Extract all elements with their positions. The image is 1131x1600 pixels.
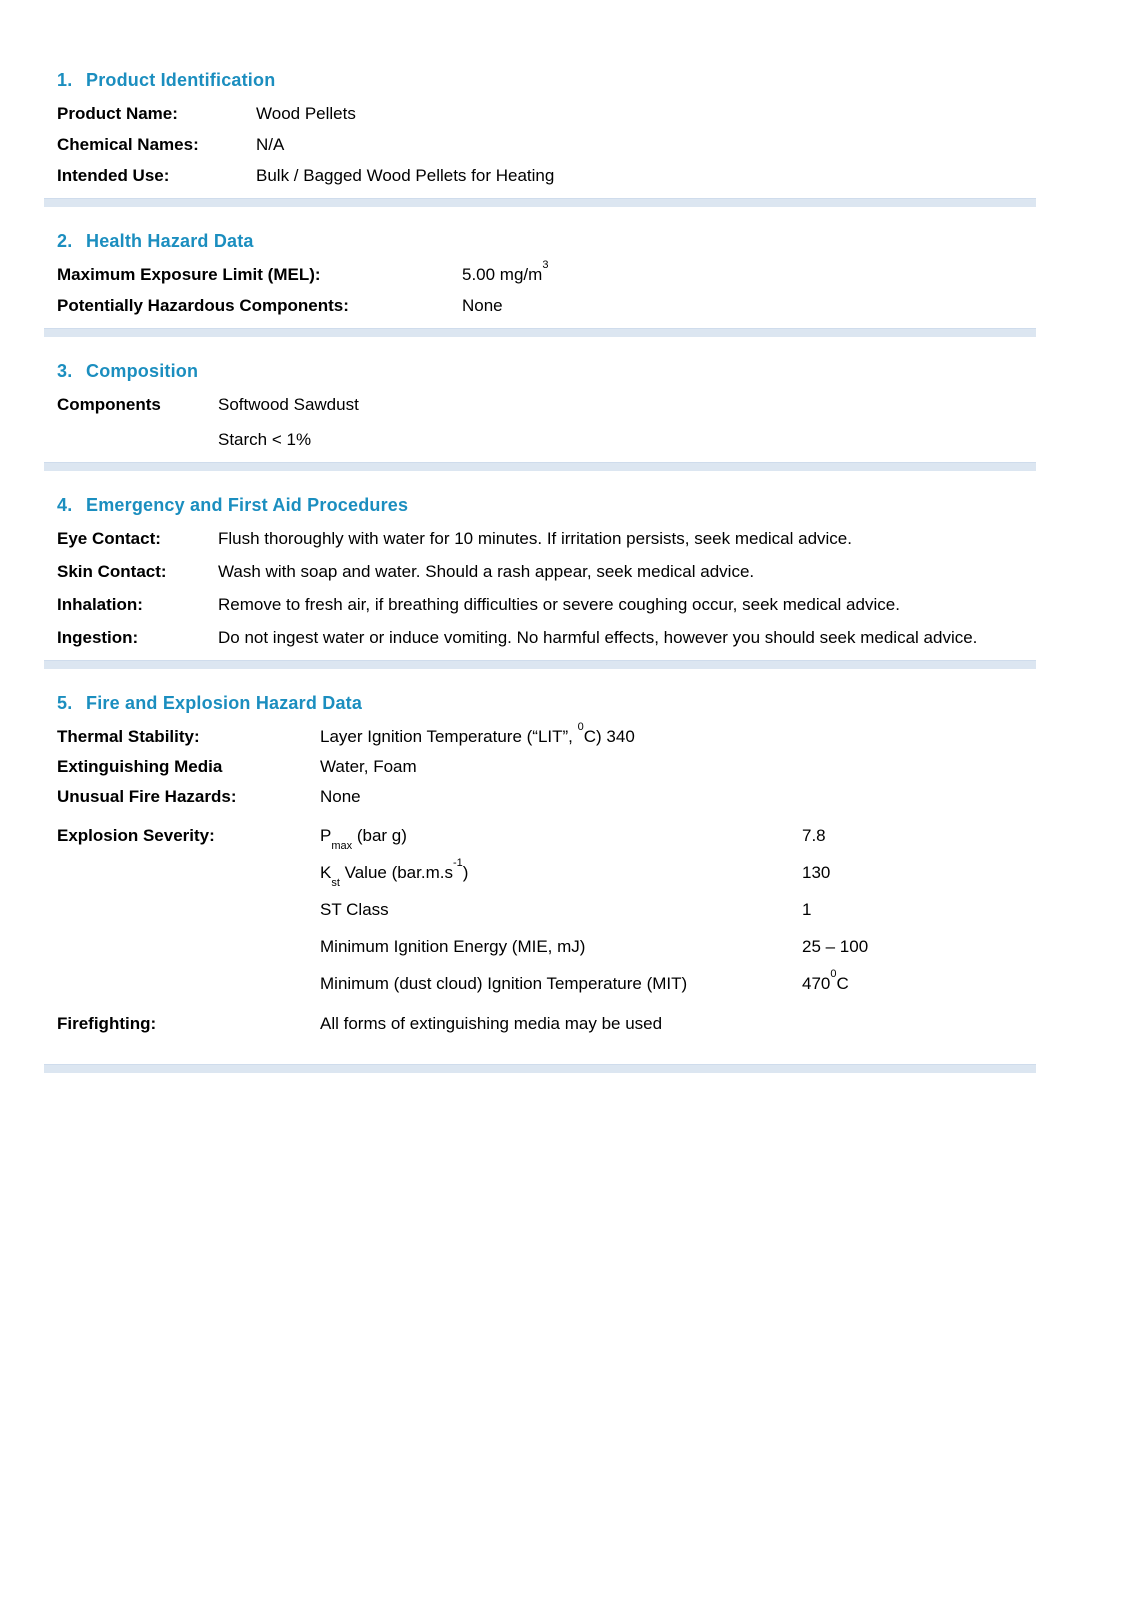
explosion-parameter xyxy=(320,857,802,889)
section-title: Emergency and First Aid Procedures xyxy=(86,495,409,515)
field-row-components-2 xyxy=(57,429,1131,450)
field-value: Starch < 1% xyxy=(218,430,312,449)
section-number: 2. xyxy=(57,231,73,251)
field-value: Flush thoroughly with water for 10 minutes. If irritation persists, seek medical advice. xyxy=(218,529,852,548)
section-title: Fire and Explosion Hazard Data xyxy=(86,693,363,713)
explosion-value: 25 – 100 xyxy=(802,937,869,956)
field-value xyxy=(462,259,1131,285)
section-heading-product-identification xyxy=(57,70,1131,91)
mit-degree-superscript: 0 xyxy=(830,968,837,981)
field-row-extinguishing-media xyxy=(57,756,1131,777)
section-number: 4. xyxy=(57,495,73,515)
section-product-identification xyxy=(0,70,1131,186)
explosion-parameter: ST Class xyxy=(320,900,389,919)
param-text-rest: (bar g) xyxy=(352,826,407,845)
field-value: All forms of extinguishing media may be used xyxy=(320,1014,663,1033)
section-title: Health Hazard Data xyxy=(86,231,254,251)
field-label: Maximum Exposure Limit (MEL): xyxy=(57,265,321,284)
section-title: Product Identification xyxy=(86,70,276,90)
lit-value-end: C) 340 xyxy=(583,727,635,746)
field-row-hazardous-components xyxy=(57,295,1131,316)
field-value: Wash with soap and water. Should a rash appear, seek medical advice. xyxy=(218,562,755,581)
section-divider xyxy=(44,328,1036,337)
explosion-row-pmax xyxy=(320,825,1131,852)
field-label: Components xyxy=(57,395,161,414)
field-label: Inhalation: xyxy=(57,595,143,614)
field-label: Intended Use: xyxy=(57,166,170,185)
field-row-mel xyxy=(57,259,1131,285)
section-divider xyxy=(44,660,1036,669)
param-text-rest: Value (bar.m.s xyxy=(339,863,453,882)
explosion-row-mit xyxy=(320,968,1131,994)
field-label: Chemical Names: xyxy=(57,135,199,154)
section-number: 3. xyxy=(57,361,73,381)
section-heading-fire-explosion-hazard xyxy=(57,693,1131,714)
param-text: K xyxy=(320,863,332,882)
section-heading-health-hazard-data xyxy=(57,231,1131,252)
field-value: Wood Pellets xyxy=(256,104,356,123)
lit-value-text: Layer Ignition Temperature (“LIT”, xyxy=(320,727,578,746)
param-subscript: st xyxy=(331,876,340,889)
explosion-value: 1 xyxy=(802,900,812,919)
section-heading-emergency-first-aid xyxy=(57,495,1131,516)
field-value: Bulk / Bagged Wood Pellets for Heating xyxy=(256,166,555,185)
field-label: Thermal Stability: xyxy=(57,727,200,746)
param-text-end: ) xyxy=(462,863,469,882)
explosion-parameter: Minimum Ignition Energy (MIE, mJ) xyxy=(320,937,586,956)
field-label: Potentially Hazardous Components: xyxy=(57,296,349,315)
explosion-parameter: Minimum (dust cloud) Ignition Temperature (MIT) xyxy=(320,974,688,993)
field-label: Firefighting: xyxy=(57,1014,157,1033)
explosion-row-kst xyxy=(320,857,1131,889)
field-row-components xyxy=(57,394,1131,415)
explosion-value: 130 xyxy=(802,863,831,882)
field-row-skin-contact xyxy=(57,561,1131,582)
explosion-value: 7.8 xyxy=(802,826,826,845)
section-number: 5. xyxy=(57,693,73,713)
explosion-severity-table xyxy=(57,825,1131,994)
field-row-thermal-stability xyxy=(57,721,1131,747)
explosion-value xyxy=(802,968,1131,994)
field-label: Eye Contact: xyxy=(57,529,161,548)
explosion-row-mie xyxy=(320,936,1131,957)
field-row-eye-contact xyxy=(57,528,1131,549)
field-row-inhalation xyxy=(57,594,1131,615)
section-fire-explosion-hazard xyxy=(0,693,1131,1034)
section-divider xyxy=(44,1064,1036,1073)
field-row-chemical-names xyxy=(57,134,1131,155)
field-label: Product Name: xyxy=(57,104,178,123)
explosion-row-st-class xyxy=(320,899,1131,920)
param-subscript: max xyxy=(331,839,353,852)
section-composition xyxy=(0,361,1131,450)
section-heading-composition xyxy=(57,361,1131,382)
mel-value-superscript: 3 xyxy=(542,259,549,272)
field-value: N/A xyxy=(256,135,285,154)
section-divider xyxy=(44,198,1036,207)
mel-value-text: 5.00 mg/m xyxy=(462,265,543,284)
field-row-unusual-fire-hazards xyxy=(57,786,1131,807)
section-number: 1. xyxy=(57,70,73,90)
field-row-ingestion xyxy=(57,627,1131,648)
field-row-intended-use xyxy=(57,165,1131,186)
mit-value-text: 470 xyxy=(802,974,831,993)
param-text: P xyxy=(320,826,332,845)
field-value: Softwood Sawdust xyxy=(218,395,359,414)
mit-value-unit: C xyxy=(836,974,849,993)
field-label: Ingestion: xyxy=(57,628,139,647)
field-value: None xyxy=(462,296,503,315)
field-label: Explosion Severity: xyxy=(57,826,215,845)
field-row-product-name xyxy=(57,103,1131,124)
explosion-parameter xyxy=(320,825,802,852)
field-row-firefighting xyxy=(57,1013,1131,1034)
field-label: Unusual Fire Hazards: xyxy=(57,787,237,806)
section-health-hazard-data xyxy=(0,231,1131,316)
param-superscript: -1 xyxy=(452,857,463,870)
field-value xyxy=(320,721,1131,747)
field-label: Extinguishing Media xyxy=(57,757,223,776)
field-value: Water, Foam xyxy=(320,757,417,776)
field-label: Skin Contact: xyxy=(57,562,167,581)
field-label-empty xyxy=(57,429,218,450)
lit-degree-superscript: 0 xyxy=(577,721,584,734)
section-divider xyxy=(44,462,1036,471)
section-emergency-first-aid xyxy=(0,495,1131,648)
field-value: Remove to fresh air, if breathing difficulties or severe coughing occur, seek medical advice. xyxy=(218,595,900,614)
section-title: Composition xyxy=(86,361,199,381)
field-value: Do not ingest water or induce vomiting. No harmful effects, however you should seek medical advice. xyxy=(218,628,978,647)
field-value: None xyxy=(320,787,361,806)
